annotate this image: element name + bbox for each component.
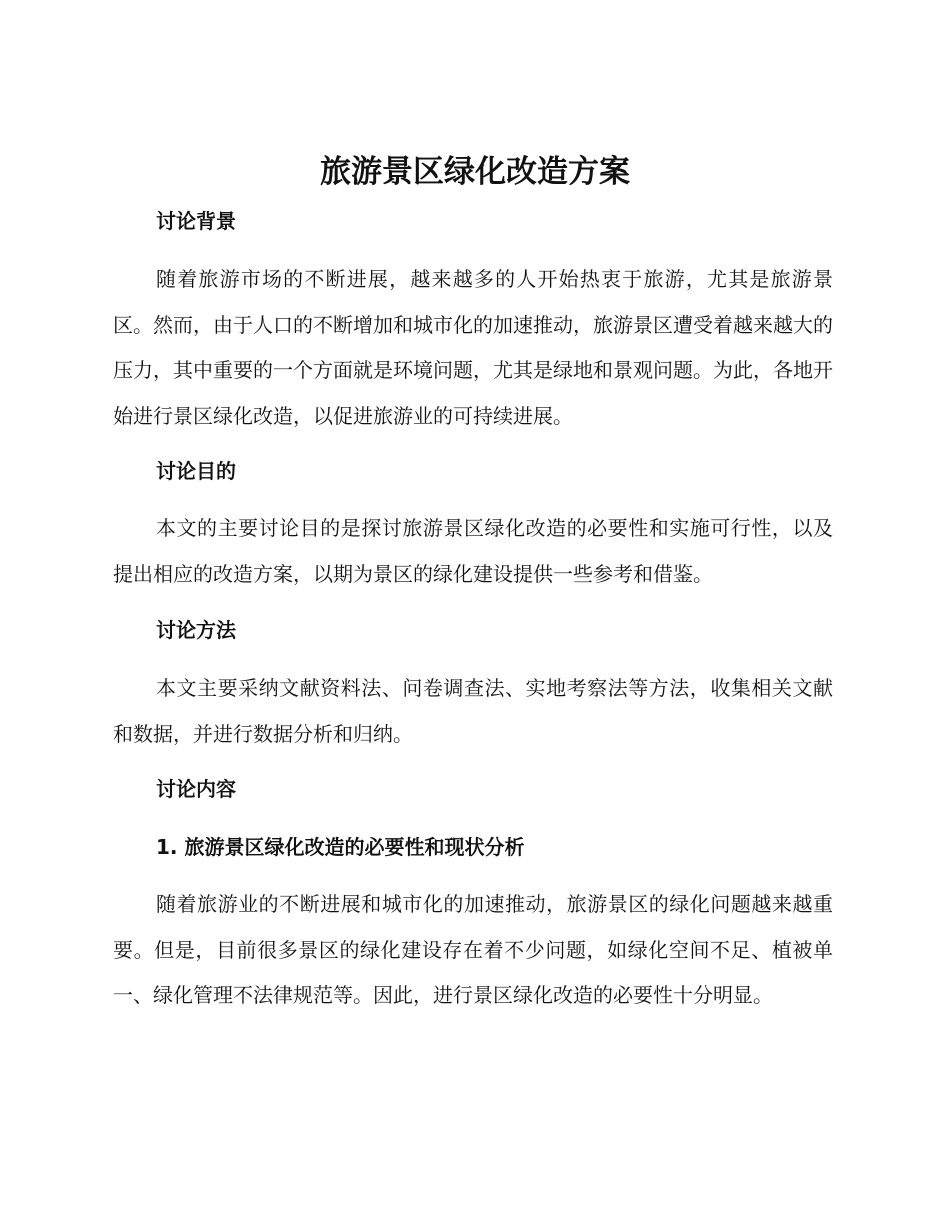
paragraph-subsection-1: 随着旅游业的不断进展和城市化的加速推动，旅游景区的绿化问题越来越重要。但是，目前很多景区的绿化建设存在着不少问题，如绿化空间不足、植被单一、绿化管理不法律规范等。因此，进行景区绿化改造的必要性十分明显。 xyxy=(113,892,833,1007)
section-heading-method: 讨论方法 xyxy=(156,618,236,642)
section-heading-background: 讨论背景 xyxy=(156,209,236,233)
subsection-heading-1: 1. 旅游景区绿化改造的必要性和现状分析 xyxy=(156,835,525,859)
paragraph-purpose: 本文的主要讨论目的是探讨旅游景区绿化改造的必要性和实施可行性，以及提出相应的改造方案，以期为景区的绿化建设提供一些参考和借鉴。 xyxy=(113,516,833,586)
paragraph-method: 本文主要采纳文献资料法、问卷调查法、实地考察法等方法，收集相关文献和数据，并进行数据分析和归纳。 xyxy=(113,676,833,746)
section-heading-content: 讨论内容 xyxy=(156,777,236,801)
document-title: 旅游景区绿化改造方案 xyxy=(320,154,630,190)
paragraph-background: 随着旅游市场的不断进展，越来越多的人开始热衷于旅游，尤其是旅游景区。然而，由于人口的不断增加和城市化的加速推动，旅游景区遭受着越来越大的压力，其中重要的一个方面就是环境问题，尤其是绿地和景观问题。为此，各地开始进行景区绿化改造，以促进旅游业的可持续进展。 xyxy=(113,267,833,428)
section-heading-purpose: 讨论目的 xyxy=(156,459,236,483)
